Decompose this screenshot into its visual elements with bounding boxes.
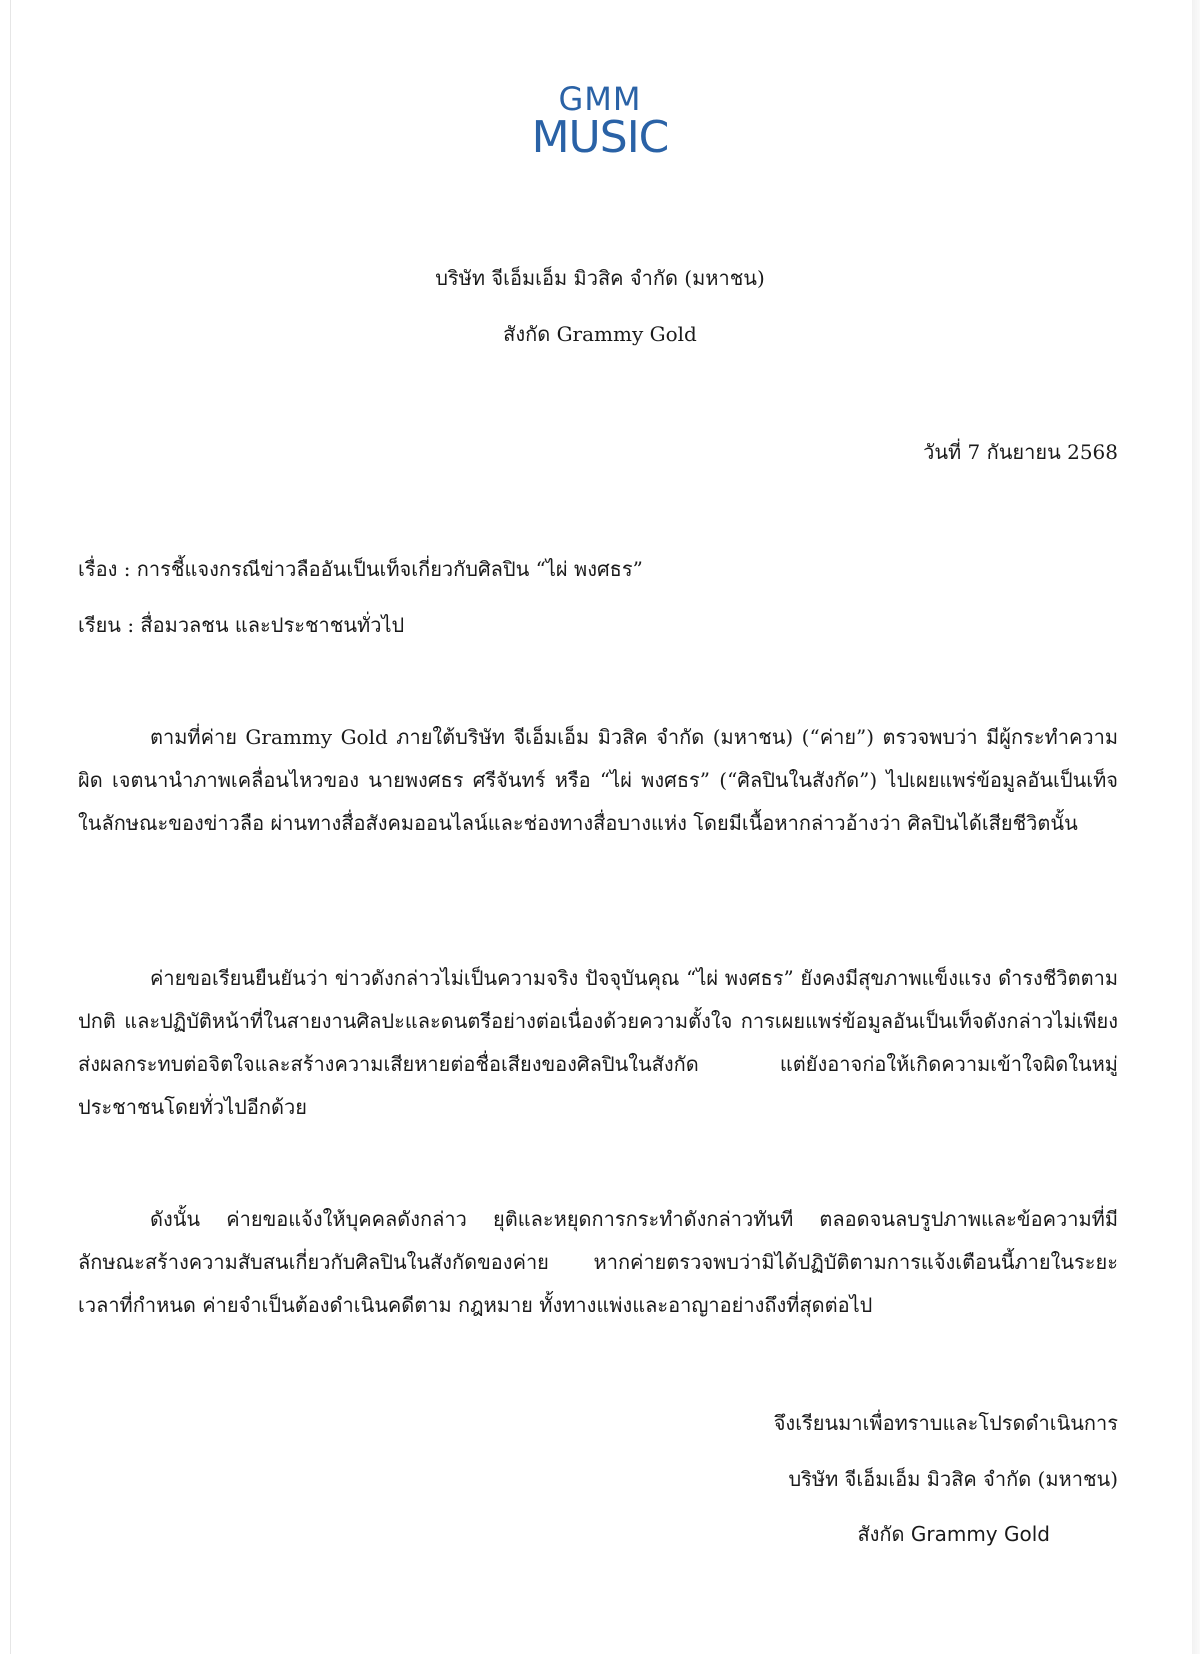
letter-recipient: เรียน : สื่อมวลชน และประชาชนทั่วไป (78, 613, 405, 637)
page-edge-left (10, 0, 11, 1654)
logo-text-gmm: GMM (558, 80, 642, 118)
closing-company-name: บริษัท จีเอ็มเอ็ม มิวสิค จำกัด (มหาชน) (788, 1467, 1118, 1491)
body-paragraph-2: ค่ายขอเรียนยืนยันว่า ข่าวดังกล่าวไม่เป็นความจริง ปัจจุบันคุณ “ไผ่ พงศธร” ยังคงมีสุขภาพแข็งแรง ดำรงชีวิตตามปกติ และปฏิบัติหน้าที่ในสายงานศิลปะและดนตรีอย่างต่อเนื่องด้วยความตั้งใจ การเผยแพร่ข้อมูลอันเป็นเท็จดังกล่าวไม่เพียงส่งผลกระทบต่อจิตใจและสร้างความเสียหายต่อชื่อเสียงของศิลปินในสังกัด แต่ยังอาจก่อให้เกิดความเข้าใจผิดในหมู่ประชาชนโดยทั่วไปอีกด้วย (78, 966, 1118, 1119)
gmm-music-logo (0, 80, 1200, 163)
header-company-name: บริษัท จีเอ็มเอ็ม มิวสิค จำกัด (มหาชน) (435, 266, 765, 290)
letter-subject: เรื่อง : การชี้แจงกรณีข่าวลืออันเป็นเท็จเกี่ยวกับศิลปิน “ไผ่ พงศธร” (78, 557, 643, 581)
body-paragraph-1: ตามที่ค่าย Grammy Gold ภายใต้บริษัท จีเอ็มเอ็ม มิวสิค จำกัด (มหาชน) (“ค่าย”) ตรวจพบว่า มีผู้กระทำความผิด เจตนานำภาพเคลื่อนไหวของ นายพงศธร ศรีจันทร์ หรือ “ไผ่ พงศธร” (“ศิลปินในสังกัด”) ไปเผยแพร่ข้อมูลอันเป็นเท็จในลักษณะของข่าวลือ ผ่านทางสื่อสังคมออนไลน์และช่องทางสื่อบางแห่ง โดยมีเนื้อหากล่าวอ้างว่า ศิลปินได้เสียชีวิตนั้น (78, 725, 1118, 835)
closing-label: สังกัด Grammy Gold (857, 1522, 1050, 1546)
header-label: สังกัด Grammy Gold (503, 322, 697, 346)
letter-date: วันที่ 7 กันยายน 2568 (923, 440, 1118, 464)
body-paragraph-3: ดังนั้น ค่ายขอแจ้งให้บุคคลดังกล่าว ยุติและหยุดการกระทำดังกล่าวทันที ตลอดจนลบรูปภาพและข้อความที่มีลักษณะสร้างความสับสนเกี่ยวกับศิลปินในสังกัดของค่าย หากค่ายตรวจพบว่ามิได้ปฏิบัติตามการแจ้งเตือนนี้ภายในระยะเวลาที่กำหนด ค่ายจำเป็นต้องดำเนินคดีตาม กฎหมาย ทั้งทางแพ่งและอาญาอย่างถึงที่สุดต่อไป (78, 1207, 1118, 1317)
closing-line: จึงเรียนมาเพื่อทราบและโปรดดำเนินการ (773, 1411, 1118, 1435)
logo-text-music: MUSIC (531, 112, 669, 163)
page-edge-right (1192, 0, 1200, 1654)
